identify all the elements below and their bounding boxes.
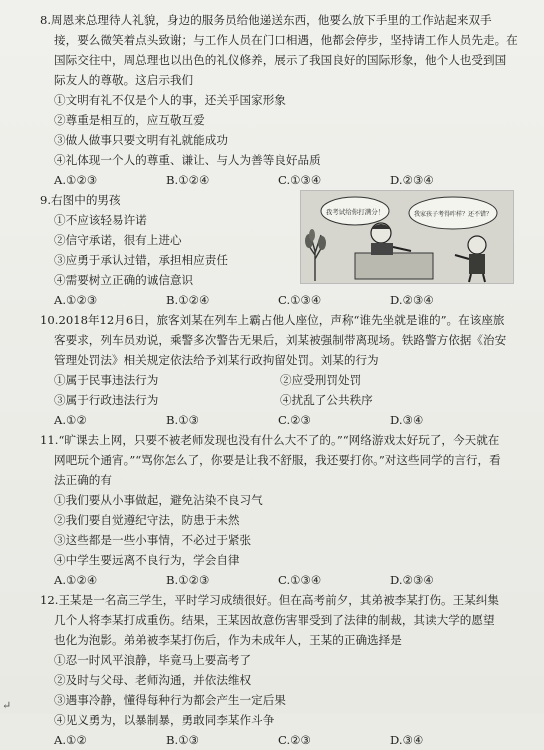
question-10-option-4: ④扰乱了公共秩序 [280,393,373,407]
answer-b: B.①③ [166,413,199,427]
question-11-stem-line-2: 网吧玩个通宵。”“骂你怎么了，你要是让我不舒服，我还要打你。”对这些同学的言行，看 [54,453,501,467]
question-8-stem-line-1: 8.周恩来总理待人礼貌，身边的服务员给他递送东西，他要么放下手里的工作站起来双手 [40,13,492,27]
question-12-stem-line-3: 也化为泡影。弟弟被李某打伤后，作为未成年人，王某的正确选择是 [54,633,402,647]
question-10-answers [40,410,520,430]
question-9-option-3: ③应勇于承认过错，承担相应责任 [54,253,228,267]
question-12 [40,590,520,750]
question-8-option-2: ②尊重是相互的，应互敬互爱 [54,113,205,127]
question-11-stem-line-1: 11.“旷课去上网，只要不被老师发现也没有什么大不了的。”“网络游戏太好玩了，今天就在 [40,433,500,447]
question-8-answers [40,170,520,190]
answer-a: A.①②③ [54,173,98,187]
desk [355,253,433,279]
answer-a: A.①② [54,733,87,747]
question-8-stem-line-4: 际友人的尊敬。这启示我们 [54,73,194,87]
question-11-option-2: ②我们要自觉遵纪守法，防患于未然 [54,513,240,527]
question-12-option-2: ②及时与父母、老师沟通，并依法维权 [54,673,252,687]
answer-c: C.①③④ [278,173,322,187]
answer-c: C.①③④ [278,573,322,587]
answer-b: B.①②④ [166,173,210,187]
answer-d: D.③④ [390,413,424,427]
question-8 [40,10,520,190]
question-9-option-2: ②信守承诺，很有上进心 [54,233,182,247]
question-9 [40,190,520,310]
question-11-option-1: ①我们要从小事做起，避免沾染不良习气 [54,493,263,507]
answer-c: C.①③④ [278,293,322,307]
speech-bubble-right-text: 我家孩子考得咋样？还不错？ [413,211,493,218]
question-8-option-3: ③做人做事只要文明有礼就能成功 [54,133,228,147]
answer-a: A.①②③ [54,293,98,307]
answer-d: D.③④ [390,733,424,747]
question-9-option-4: ④需要树立正确的诚信意识 [54,273,194,287]
cartoon-drawing [301,191,513,283]
question-11 [40,430,520,590]
question-10-option-1: ①属于民事违法行为 [54,373,159,387]
question-10-stem-line-2: 客要求，列车员劝说，乘警多次警告无果后，刘某被强制带离现场。铁路警方依据《治安 [54,333,507,347]
speech-bubble-left-text: 我考试给你打满分！ [325,208,385,216]
question-12-answers [40,730,520,750]
question-8-option-1: ①文明有礼不仅是个人的事，还关乎国家形象 [54,93,286,107]
question-8-stem-line-2: 接，要么微笑着点头致谢；与工作人员在门口相遇，他都会停步，坚持请工作人员先走。在 [54,33,518,47]
question-10-options-row-2 [40,390,520,410]
parent-head [468,236,486,254]
question-9-option-1: ①不应该轻易许诺 [54,213,147,227]
question-9-answers [40,290,520,310]
question-10-option-3: ③属于行政违法行为 [54,393,159,407]
answer-c: C.②③ [278,733,311,747]
answer-b: B.①②④ [166,293,210,307]
question-10 [40,310,520,430]
question-11-option-4: ④中学生要远离不良行为，学会自律 [54,553,240,567]
paragraph-return-mark: ↵ [2,699,12,712]
question-12-stem-line-2: 几个人将李某打成重伤。结果，王某因故意伤害罪受到了法律的制裁，其读大学的愿望 [54,613,495,627]
question-10-stem-line-3: 管理处罚法》相关规定依法给予刘某行政拘留处罚。刘某的行为 [54,353,379,367]
question-11-answers [40,570,520,590]
question-list [40,10,520,750]
answer-b: B.①③ [166,733,199,747]
answer-d: D.②③④ [390,573,434,587]
question-10-options-row-1 [40,370,520,390]
question-10-option-2: ②应受刑罚处罚 [280,373,362,387]
question-12-option-1: ①忍一时风平浪静，毕竟马上要高考了 [54,653,252,667]
question-11-option-3: ③这些都是一些小事情，不必过于紧张 [54,533,252,547]
answer-c: C.②③ [278,413,311,427]
question-12-option-4: ④见义勇为，以暴制暴，勇敢同李某作斗争 [54,713,275,727]
answer-d: D.②③④ [390,173,434,187]
question-12-option-3: ③遇事冷静，懂得每种行为都会产生一定后果 [54,693,286,707]
answer-d: D.②③④ [390,293,434,307]
answer-b: B.①②③ [166,573,210,587]
question-8-stem-line-3: 国际交往中，周总理也以出色的礼仪修养，展示了我国良好的国际形象，他个人也受到国 [54,53,507,67]
question-10-stem-line-1: 10.2018年12月6日，旅客刘某在列车上霸占他人座位，声称“谁先坐就是谁的”。在该座旅 [40,313,505,327]
question-9-stem: 9.右图中的男孩 [40,193,121,207]
question-8-option-4: ④礼体现一个人的尊重、谦让、与人为善等良好品质 [54,153,321,167]
cartoon-illustration [300,190,514,284]
question-11-stem-line-3: 法正确的有 [54,473,112,487]
answer-a: A.①②④ [54,573,98,587]
question-12-stem-line-1: 12.王某是一名高三学生，平时学习成绩很好。但在高考前夕，其弟被李某打伤。王某纠集 [40,593,500,607]
answer-a: A.①② [54,413,87,427]
